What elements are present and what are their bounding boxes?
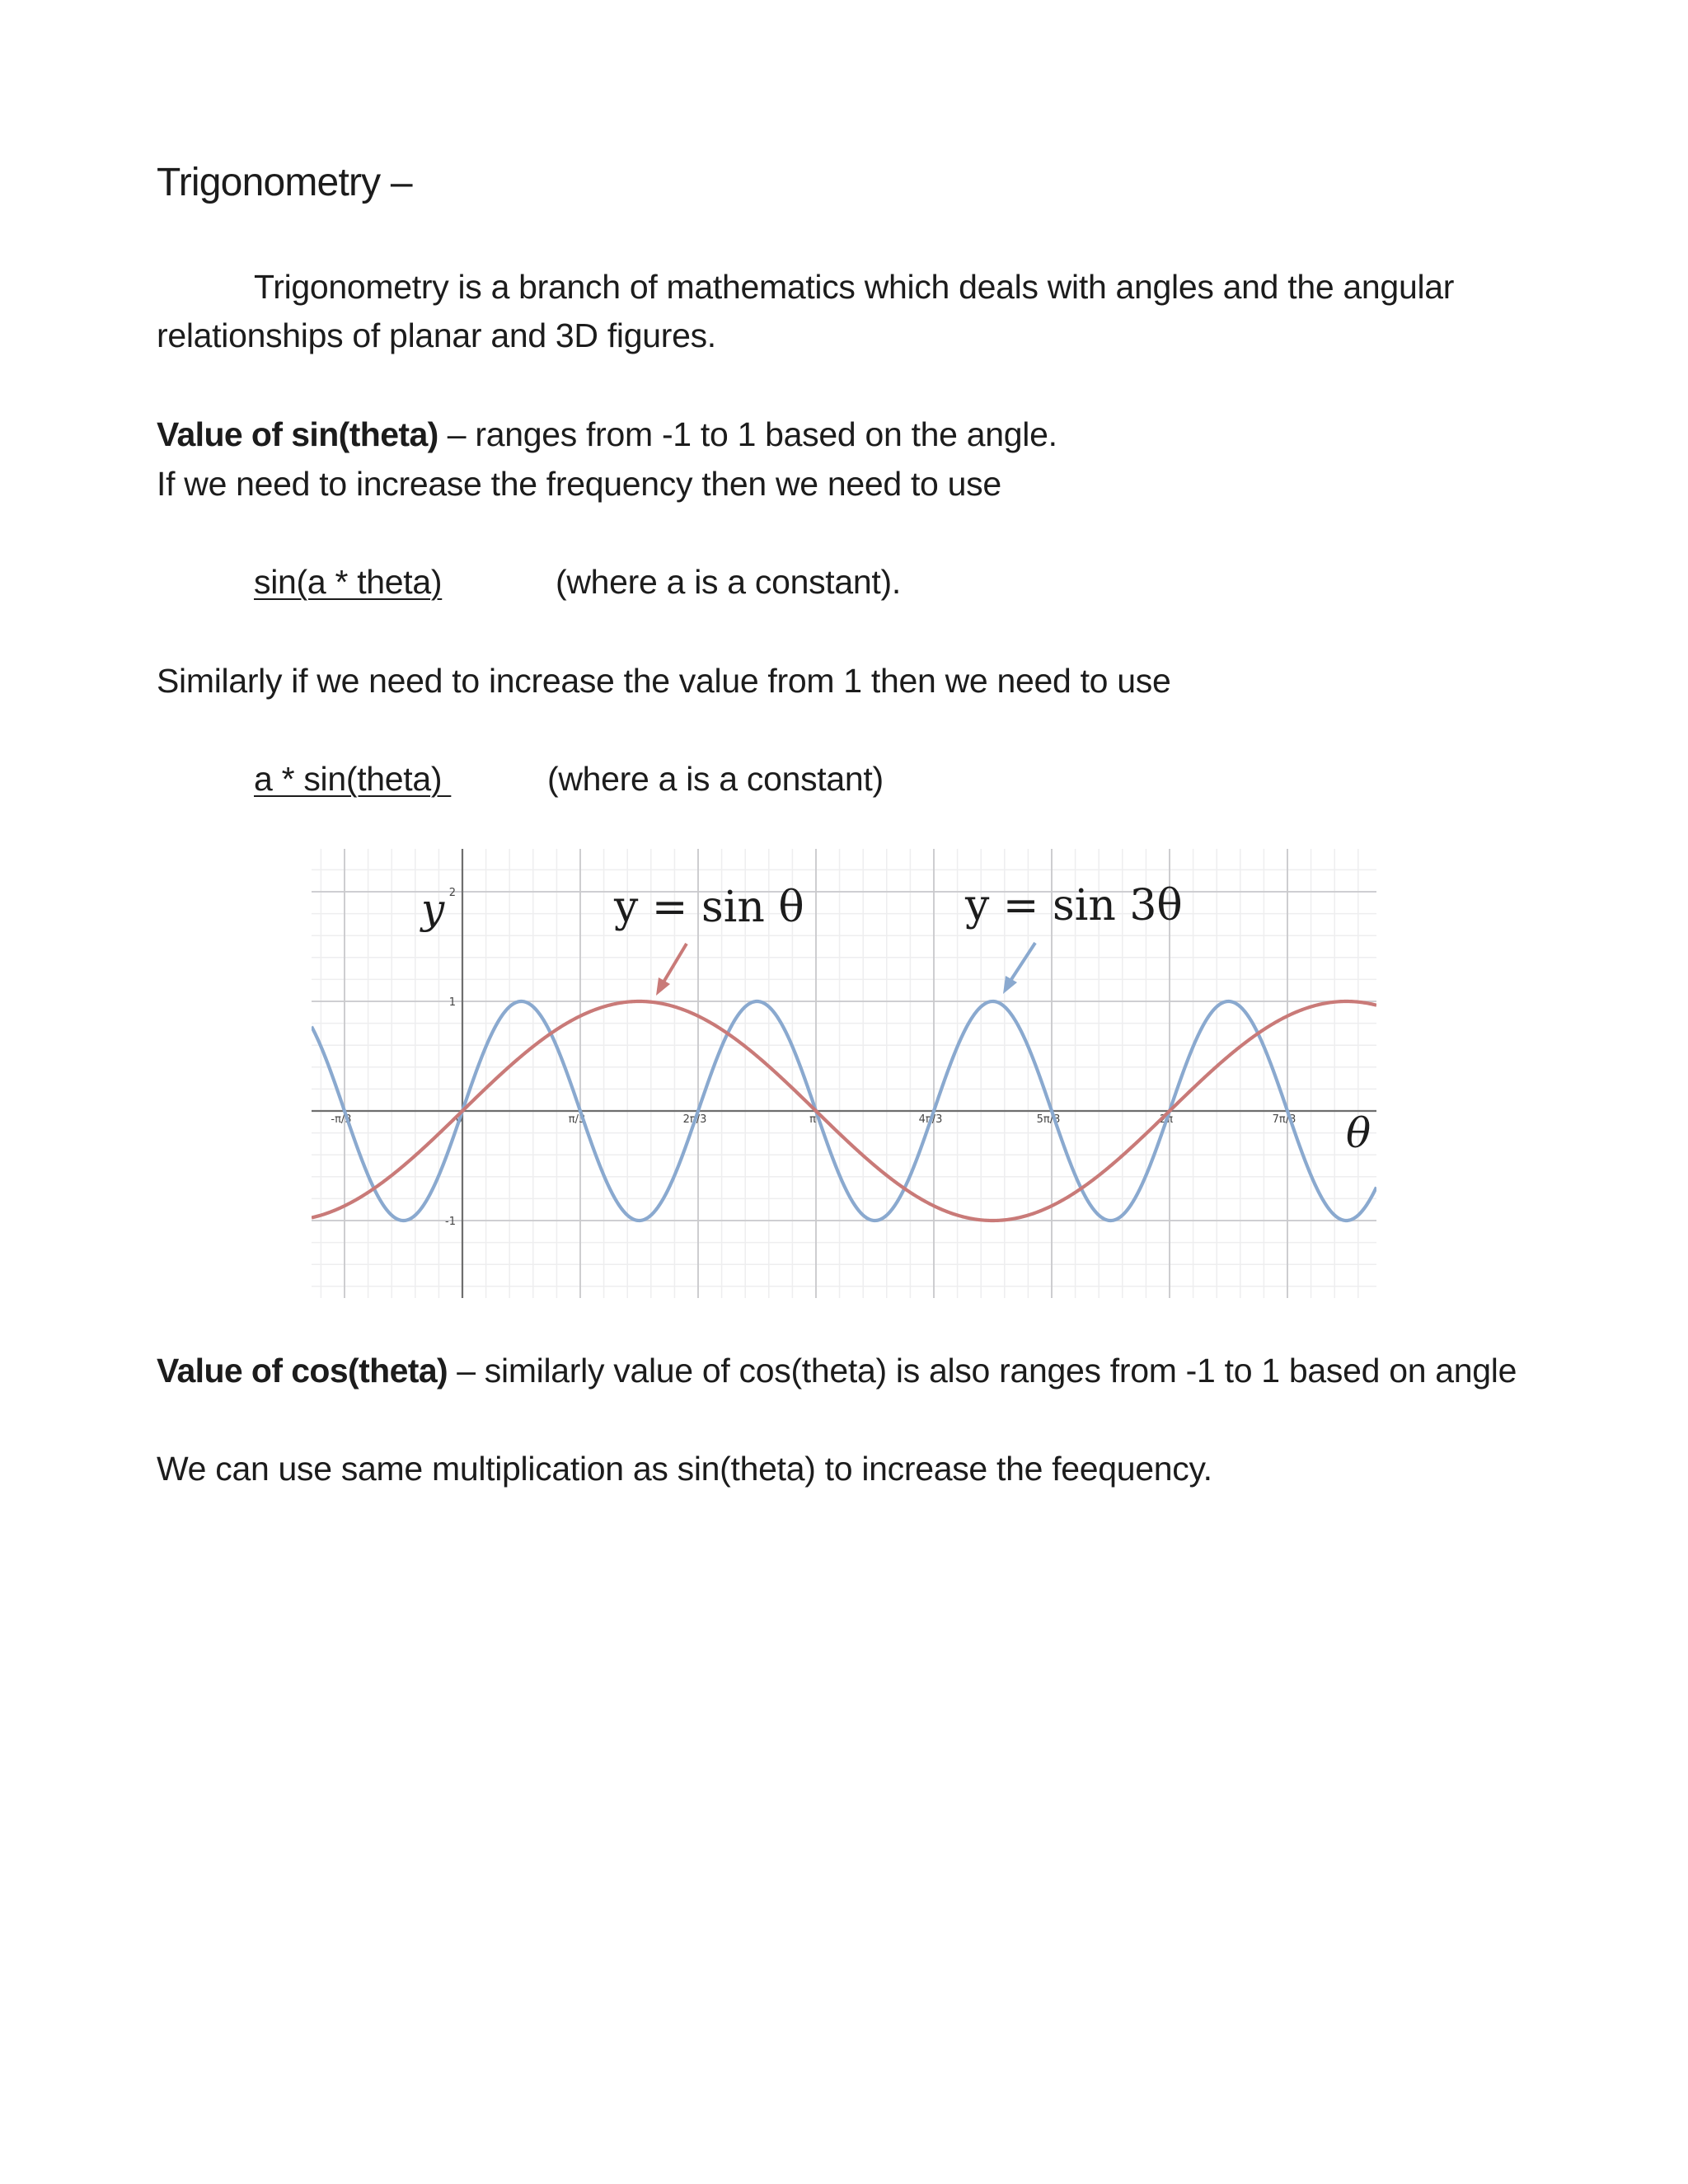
y-axis-label: y: [421, 885, 445, 933]
sin-line-2: If we need to increase the frequency then we need to use: [157, 465, 1001, 503]
cos-heading: Value of cos(theta): [157, 1352, 448, 1390]
sin-heading-line: [157, 410, 1057, 459]
sine-graph-figure: [312, 849, 1376, 1298]
x-tick-label: 4π/3: [918, 1113, 943, 1126]
intro-line-2: relationships of planar and 3D figures.: [157, 316, 716, 354]
intro-line-1: Trigonometry is a branch of mathematics which deals with angles and the angular: [254, 268, 1455, 306]
arrow-sin3: [1009, 943, 1035, 983]
sin-line-3: Similarly if we need to increase the value from 1 then we need to use: [157, 662, 1171, 700]
x-tick-label: 7π/3: [1272, 1113, 1296, 1126]
x-tick-label: 0: [455, 1113, 463, 1126]
y-tick-label: -1: [445, 1216, 456, 1228]
x-axis-label: θ: [1346, 1109, 1372, 1157]
sin-formula-note: (where a is a constant).: [556, 563, 901, 601]
x-tick-label: 2π/3: [682, 1113, 707, 1126]
y-tick-label: 2: [448, 887, 456, 899]
cos-heading-rest: – similarly value of cos(theta) is also ranges from -1 to 1 based on angle: [448, 1352, 1517, 1390]
x-tick-label: -π/3: [331, 1113, 352, 1126]
cos-heading-line: [157, 1346, 1517, 1395]
x-tick-label: 2π: [1159, 1113, 1174, 1126]
sin-formula: sin(a * theta): [254, 563, 443, 601]
sin-heading-rest: – ranges from -1 to 1 based on the angle.: [438, 415, 1057, 453]
arrow-head-sin: [656, 977, 670, 996]
sine-graph: [312, 849, 1376, 1298]
series-label-sin: y = sin θ: [614, 883, 804, 932]
x-tick-label: 5π/3: [1036, 1113, 1061, 1126]
page-title: Trigonometry –: [157, 161, 412, 204]
x-tick-label: π/3: [568, 1113, 586, 1126]
x-tick-label: π: [809, 1113, 816, 1126]
sin-formula-2: a * sin(theta): [254, 760, 452, 798]
sin-heading: Value of sin(theta): [157, 415, 438, 453]
sin-formula-2-note: (where a is a constant): [547, 760, 884, 798]
y-tick-label: 1: [448, 996, 456, 1009]
arrow-head-sin3: [1003, 976, 1017, 994]
cos-line-2: We can use same multiplication as sin(theta) to increase the feequency.: [157, 1450, 1212, 1488]
series-label-sin3: y = sin 3θ: [965, 881, 1183, 930]
